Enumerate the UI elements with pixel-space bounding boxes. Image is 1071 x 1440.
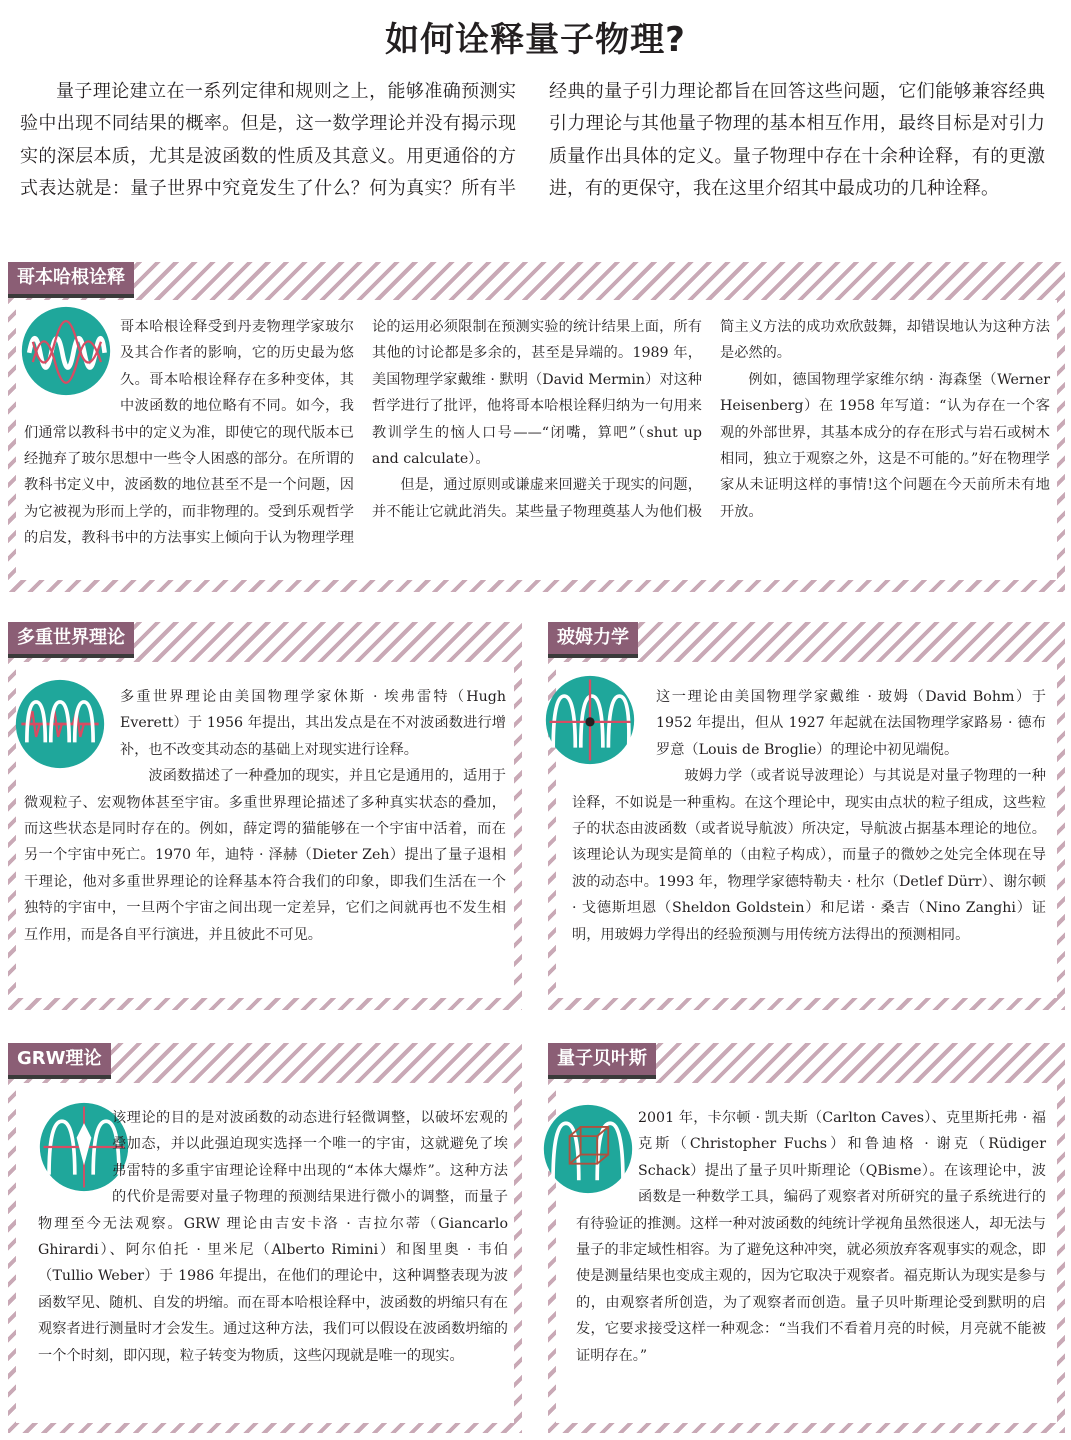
section-panel xyxy=(556,662,1057,998)
grw-body xyxy=(38,1105,508,1369)
section-qbism xyxy=(548,1043,1065,1433)
copenhagen-paragraph-2: 但是，通过原则或谦虚来回避关于现实的问题，并不能让它就此消失。某些量子物理奠基人为他们极简主义方法的成功欢欣鼓舞，却错误地认为这种方法是必然的。 xyxy=(372,319,1050,520)
section-label-qbism: 量子贝叶斯 xyxy=(548,1043,656,1075)
section-label-copenhagen: 哥本哈根诠释 xyxy=(8,262,134,294)
many-worlds-paragraph-1: 多重世界理论由美国物理学家休斯 · 埃弗雷特（Hugh Everett）于 1956 年提出，其出发点是在不对波函数进行增补，也不改变其动态的基础上对现实进行诠释。 xyxy=(120,689,506,758)
bohm-paragraph-1: 这一理论由美国物理学家戴维 · 玻姆（David Bohm）于 1952 年提出，但从 1927 年起就在法国物理学家路易 · 德布罗意（Louis de Broglie）的理论中初见端倪。 xyxy=(656,689,1046,758)
copenhagen-body xyxy=(24,314,1050,576)
section-label-bohm: 玻姆力学 xyxy=(548,622,638,654)
section-grw xyxy=(8,1043,522,1433)
section-panel xyxy=(16,300,1057,580)
section-panel xyxy=(16,662,514,998)
page-title: 如何诠释量子物理? xyxy=(385,20,686,60)
section-panel xyxy=(16,1083,514,1423)
bohm-paragraph-2: 玻姆力学（或者说导波理论）与其说是对量子物理的一种诠释，不如说是一种重构。在这个理论中，现实由点状的粒子组成，这些粒子的状态由波函数（或者说导航波）所决定，导航波占据基本理论的地位。该理论认为现实是简单的（由粒子构成），而量子的微妙之处完全体现在导波的动态中。1993 年，物理学家德特勒夫 · 杜尔（Detlef Dürr）、谢尔顿 · 戈德斯坦恩（Sheldon Goldstein）和尼诺 · 桑吉（Nino Zanghi）证明，用玻姆力学得出的经验预测与用传统方法得出的预测相同。 xyxy=(572,768,1046,943)
section-bohm xyxy=(548,622,1065,1010)
many-worlds-paragraph-2: 波函数描述了一种叠加的现实，并且它是通用的，适用于微观粒子、宏观物体甚至宇宙。多重世界理论描述了多种真实状态的叠加，而这些状态是同时存在的。例如，薛定谔的猫能够在一个宇宙中活着，而在另一个宇宙中死亡。1970 年，迪特 · 泽赫（Dieter Zeh）提出了量子退相干理论，他对多重世界理论的诠释基本符合我们的印象，即我们生活在一个独特的宇宙中，一旦两个宇宙之间出现一定差异，它们之间就再也不发生相互作用，而是各自平行演进，并且彼此不可见。 xyxy=(24,768,506,943)
section-label-grw: GRW理论 xyxy=(8,1043,111,1075)
many-worlds-body xyxy=(24,684,506,948)
bohm-body xyxy=(572,684,1046,948)
copenhagen-paragraph-3: 例如，德国物理学家维尔纳 · 海森堡（Werner Heisenberg）在 1958 年写道：“认为存在一个客观的外部世界，其基本成分的存在形式与岩石或树木相同，独立于观察之外，这是不可能的。”好在物理学家从未证明这样的事情!这个问题在今天前所未有地开放。 xyxy=(720,371,1050,520)
intro-paragraph: 量子理论建立在一系列定律和规则之上，能够准确预测实验中出现不同结果的概率。但是，这一数学理论并没有揭示现实的深层本质，尤其是波函数的性质及其意义。用更通俗的方式表达就是：量子世界中究竟发生了什么？何为真实？所有半经典的量子引力理论都旨在回答这些问题，它们能够兼容经典引力理论与其他量子物理的基本相互作用，最终目标是对引力质量作出具体的定义。量子物理中存在十余种诠释，有的更激进，有的更保守，我在这里介绍其中最成功的几种诠释。 xyxy=(20,81,1045,200)
section-copenhagen xyxy=(8,262,1065,592)
intro-text xyxy=(20,76,1045,206)
section-label-many-worlds: 多重世界理论 xyxy=(8,622,134,654)
section-panel xyxy=(556,1083,1057,1423)
qbism-body xyxy=(576,1105,1046,1369)
copenhagen-paragraph-1: 哥本哈根诠释受到丹麦物理学家玻尔及其合作者的影响，它的历史最为悠久。哥本哈根诠释存在多种变体，其中波函数的地位略有不同。如今，我们通常以教科书中的定义为准，即使它的现代版本已经抛弃了玻尔思想中一些令人困惑的部分。在所谓的教科书定义中，波函数的地位甚至不是一个问题，因为它被视为形而上学的，而非物理的。受到乐观哲学的启发，教科书中的方法事实上倾向于认为物理学理论的运用必须限制在预测实验的统计结果上面，所有其他的讨论都是多余的，甚至是异端的。1989 年，美国物理学家戴维 · 默明（David Mermin）对这种哲学进行了批评，他将哥本哈根诠释归纳为一句用来教训学生的恼人口号——“闭嘴，算吧”（shut up and calculate）。 xyxy=(24,319,702,547)
grw-paragraph-1: 该理论的目的是对波函数的动态进行轻微调整，以破坏宏观的叠加态，并以此强迫现实选择一个唯一的宇宙，这就避免了埃弗雷特的多重宇宙理论诠释中出现的“本体大爆炸”。这种方法的代价是需要对量子物理的预测结果进行微小的调整，而量子物理至今无法观察。GRW 理论由吉安卡洛 · 吉拉尔蒂（Giancarlo Ghirardi）、阿尔伯托 · 里米尼（Alberto Rimini）和图里奥 · 韦伯（Tullio Weber）于 1986 年提出，在他们的理论中，这种调整表现为波函数罕见、随机、自发的坍缩。而在哥本哈根诠释中，波函数的坍缩只有在观察者进行测量时才会发生。通过这种方法，我们可以假设在波函数坍缩的一个个时刻，即闪现，粒子转变为物质，这些闪现就是唯一的现实。 xyxy=(38,1110,508,1364)
qbism-paragraph-1: 2001 年，卡尔顿 · 凯夫斯（Carlton Caves）、克里斯托弗 · 福克斯（Christopher Fuchs）和鲁迪格 · 谢克（Rüdiger Schack）提出了量子贝叶斯理论（QBisme）。在该理论中，波函数是一种数学工具，编码了观察者对所研究的量子系统进行的有待验证的推测。这样一种对波函数的纯统计学视角虽然很迷人，却无法与量子的非定域性相容。为了避免这种冲突，就必须放弃客观事实的观念，即使是测量结果也变成主观的，因为它取决于观察者。福克斯认为现实是参与的，由观察者所创造，为了观察者而创造。量子贝叶斯理论受到默明的启发，它要求接受这样一种观念：“当我们不看着月亮的时候，月亮就不能被证明存在。” xyxy=(576,1110,1046,1364)
section-many-worlds xyxy=(8,622,522,1010)
